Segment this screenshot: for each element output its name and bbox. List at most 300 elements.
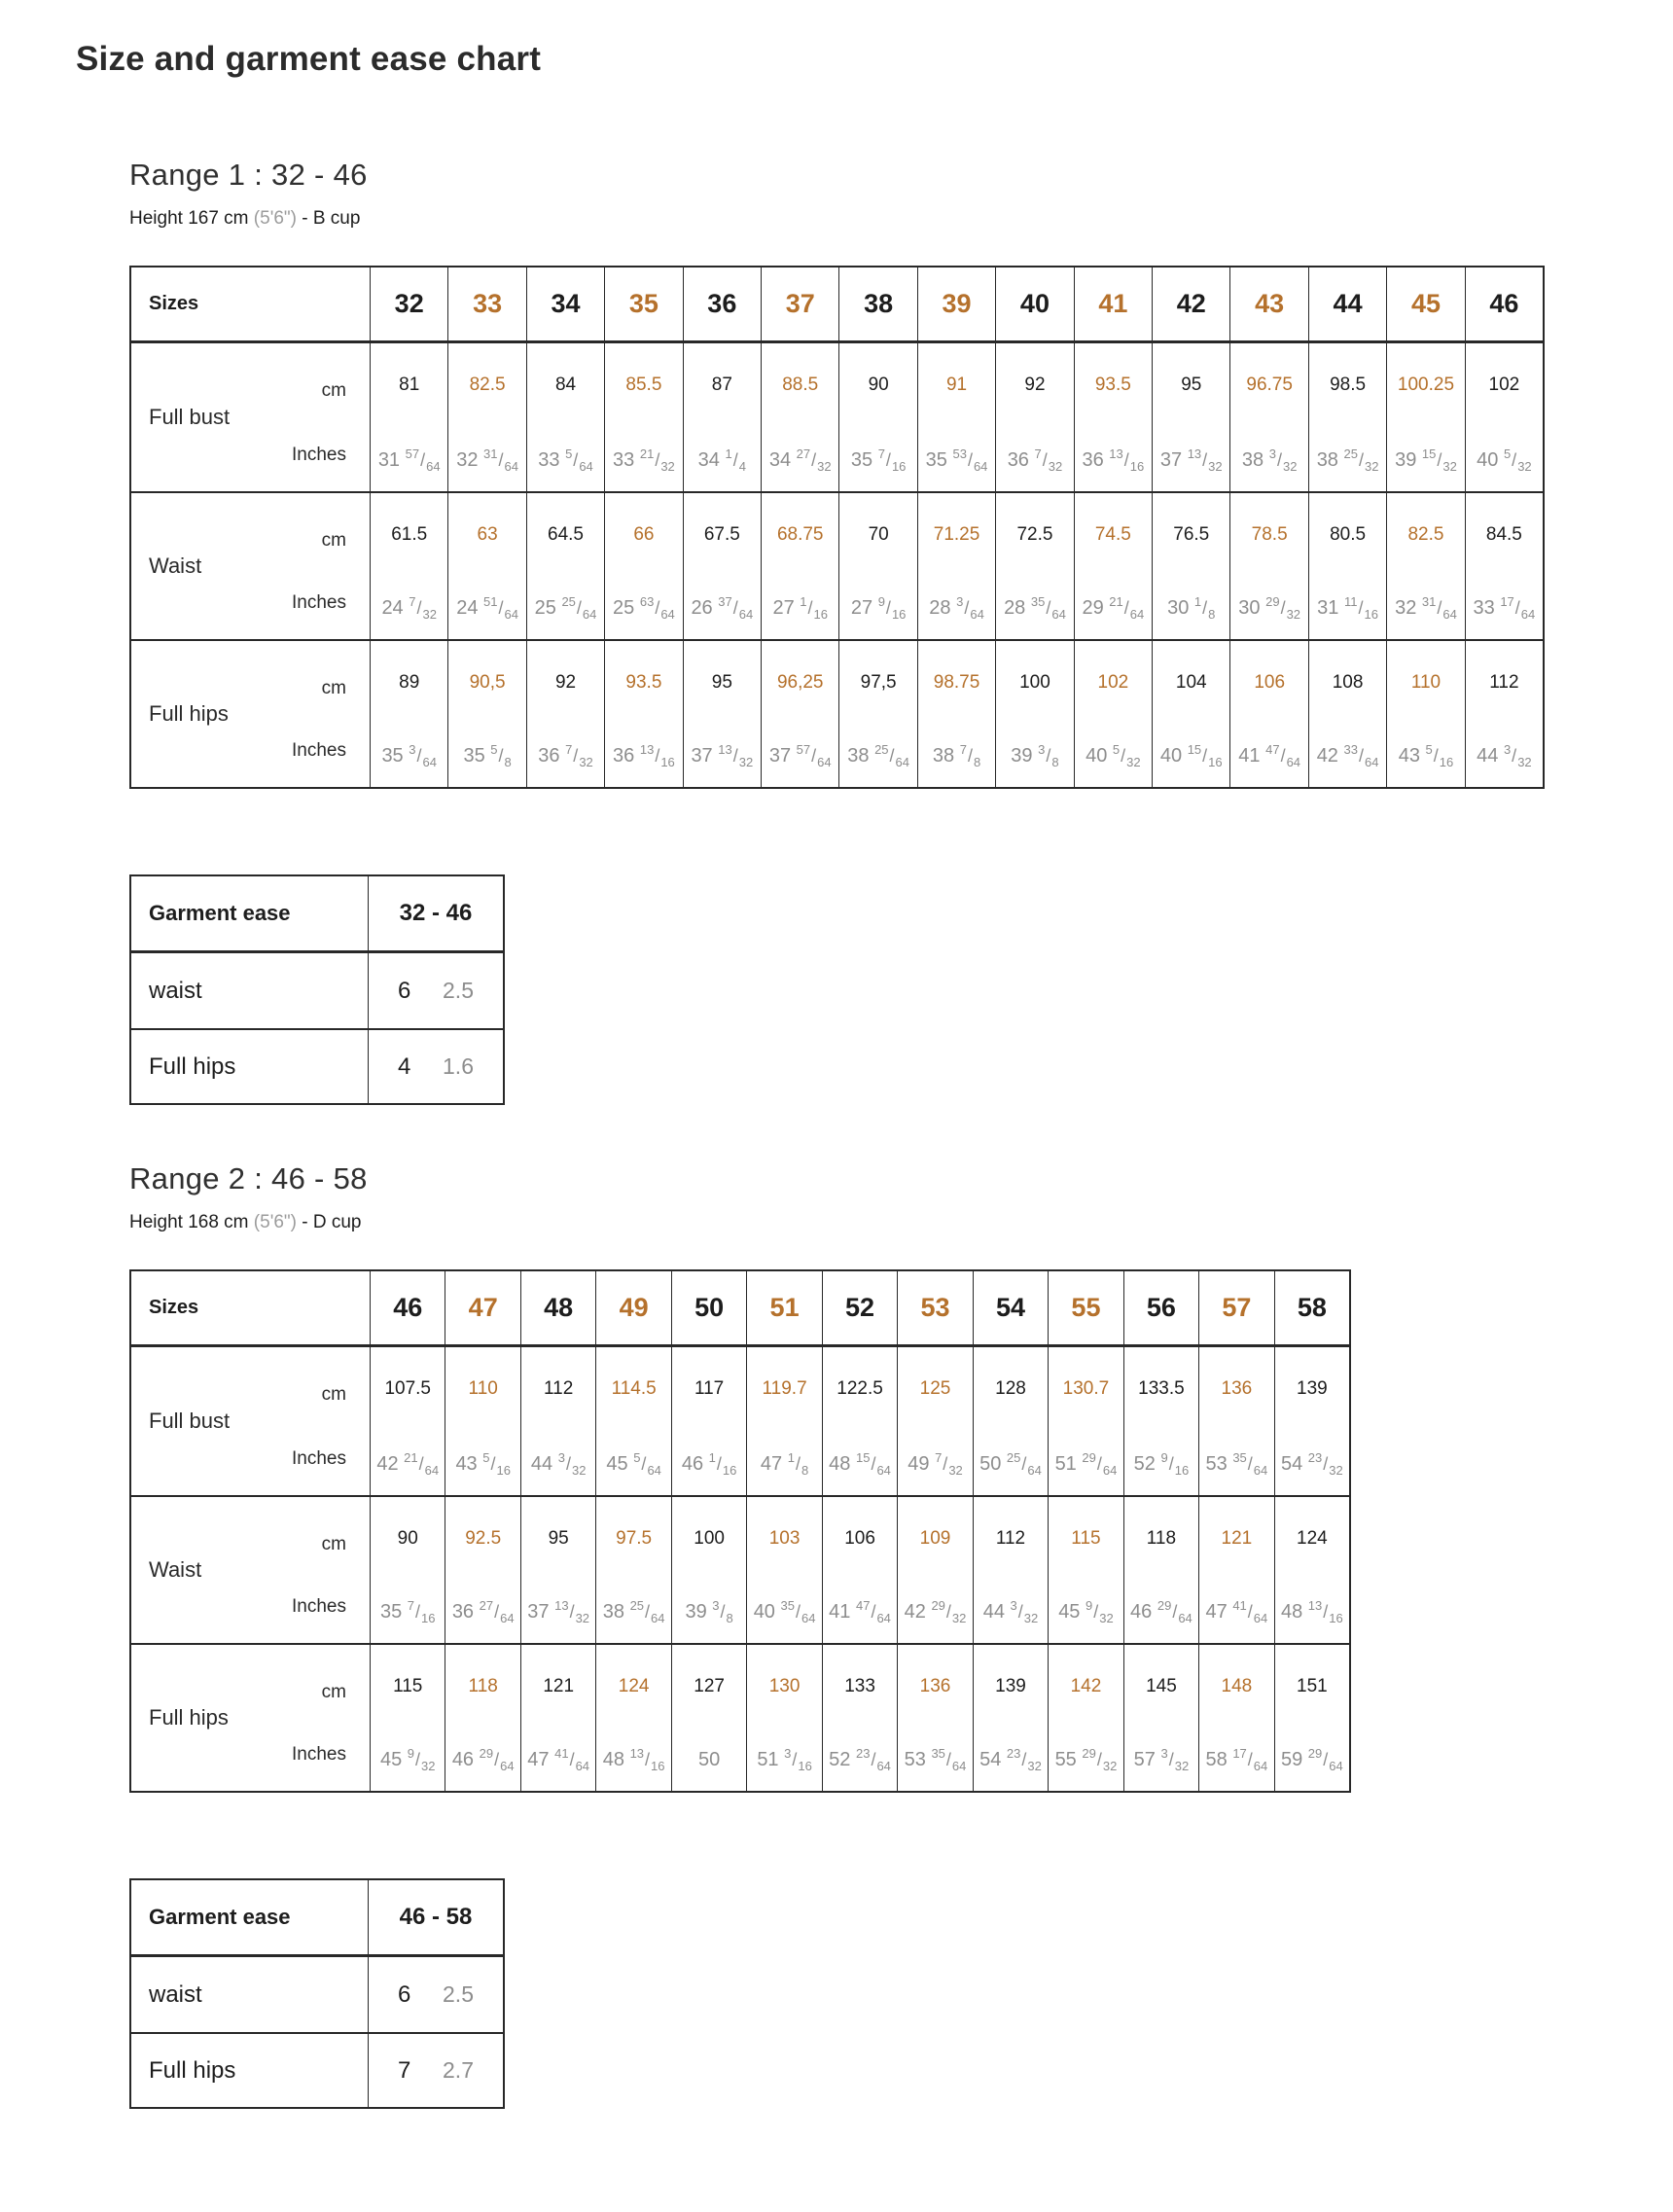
cm-value: 151	[1297, 1676, 1328, 1696]
cm-value: 104	[1175, 672, 1207, 693]
inches-value: 41 $^{47}/_{64}$	[1238, 742, 1301, 769]
inches-value: 55 $^{29}/_{32}$	[1054, 1746, 1118, 1773]
measurement-label-cell	[131, 493, 370, 639]
measurement-row	[131, 1347, 1349, 1495]
inches-value: 46 $^{29}/_{64}$	[451, 1746, 515, 1773]
range1-height-metric: Height 167 cm	[129, 208, 249, 229]
ease-title: Garment ease	[149, 1905, 291, 1929]
size-value-cell	[1152, 641, 1229, 787]
size-value-cell	[973, 1347, 1048, 1495]
size-value-cell	[1308, 343, 1386, 491]
size-value-cell	[1074, 343, 1152, 491]
inches-value: 30 $^{29}/_{32}$	[1238, 594, 1301, 622]
size-header-cell: 41	[1074, 268, 1152, 340]
range2-cup: - D cup	[302, 1212, 362, 1232]
ease-row-waist	[131, 953, 503, 1028]
cm-value: 121	[1221, 1528, 1253, 1549]
range1-cup: - B cup	[302, 208, 361, 229]
size-value-cell	[683, 493, 761, 639]
size-header-cell: 49	[595, 1271, 670, 1344]
cm-value: 96,25	[776, 672, 824, 693]
cm-value: 95	[711, 672, 732, 693]
cm-value: 109	[919, 1528, 951, 1549]
measurement-row	[131, 491, 1543, 639]
size-value-cell	[1229, 493, 1307, 639]
size-header-cell: 56	[1123, 1271, 1198, 1344]
ease-imperial-value: 1.6	[443, 1053, 474, 1079]
cm-value: 98.5	[1330, 375, 1367, 395]
range2-section	[129, 1160, 1673, 1793]
inches-value: 28 $^{35}/_{64}$	[1004, 594, 1066, 622]
ease-row-label: waist	[149, 1980, 202, 2008]
inches-value: 32 $^{31}/_{64}$	[1395, 594, 1457, 622]
cm-value: 139	[1297, 1378, 1328, 1399]
size-value-cell	[1048, 1497, 1122, 1643]
inches-value: 37 $^{57}/_{64}$	[768, 742, 832, 769]
ease-row-label: Full hips	[149, 1052, 236, 1080]
inches-value: 45 $^5/_{64}$	[606, 1450, 661, 1478]
ease-table-range2	[129, 1878, 505, 2109]
inches-value: 32 $^{31}/_{64}$	[456, 446, 518, 474]
inches-value: 48 $^{13}/_{16}$	[602, 1746, 665, 1773]
cm-value: 90	[868, 375, 889, 395]
ease-row-label: Full hips	[149, 2056, 236, 2084]
size-table-range2	[129, 1269, 1351, 1793]
size-value-cell	[995, 493, 1073, 639]
measurement-row	[131, 639, 1543, 787]
size-value-cell	[746, 1347, 821, 1495]
size-value-cell	[526, 493, 604, 639]
range2-subtitle	[129, 1210, 1673, 1234]
cm-value: 90	[397, 1528, 418, 1549]
size-value-cell	[370, 343, 447, 491]
cm-value: 92	[1024, 375, 1046, 395]
inches-value: 49 $^7/_{32}$	[908, 1450, 963, 1478]
size-value-cell	[822, 1497, 897, 1643]
size-value-cell	[897, 1645, 972, 1791]
ease-metric-value: 6	[398, 977, 411, 1004]
size-header-cell: 37	[761, 268, 838, 340]
inches-value: 38 $^{25}/_{64}$	[602, 1598, 665, 1625]
size-value-cell	[746, 1497, 821, 1643]
ease-title: Garment ease	[149, 901, 291, 925]
inches-value: 45 $^9/_{32}$	[379, 1746, 436, 1773]
cm-value: 95	[548, 1528, 569, 1549]
cm-value: 122.5	[836, 1378, 883, 1399]
size-value-cell	[445, 1347, 519, 1495]
inches-value: 36 $^7/_{32}$	[538, 742, 593, 769]
size-header-cell: 50	[671, 1271, 746, 1344]
inches-value: 28 $^3/_{64}$	[929, 594, 984, 622]
size-value-cell	[370, 641, 447, 787]
size-value-cell	[1386, 641, 1464, 787]
unit-cm-label: cm	[321, 380, 346, 401]
size-header-cell: 39	[917, 268, 995, 340]
size-value-cell	[604, 343, 682, 491]
size-header-cell: 42	[1152, 268, 1229, 340]
cm-value: 139	[995, 1676, 1026, 1696]
cm-value: 81	[399, 375, 420, 395]
inches-value: 33 $^{17}/_{64}$	[1473, 594, 1536, 622]
cm-value: 74.5	[1094, 524, 1131, 545]
size-value-cell	[1074, 641, 1152, 787]
size-value-cell	[838, 343, 916, 491]
ease-metric-value: 7	[398, 2056, 411, 2084]
cm-value: 76.5	[1173, 524, 1210, 545]
measurement-name: Waist	[149, 1557, 202, 1582]
ease-row-values	[368, 1957, 503, 2032]
measurement-name: Full bust	[149, 405, 231, 429]
cm-value: 133.5	[1138, 1378, 1185, 1399]
inches-value: 40 $^5/_{32}$	[1086, 742, 1141, 769]
size-value-cell	[595, 1497, 670, 1643]
size-value-cell	[1386, 343, 1464, 491]
inches-value: 25 $^{25}/_{64}$	[534, 594, 597, 622]
size-value-cell	[683, 641, 761, 787]
cm-value: 128	[995, 1378, 1026, 1399]
cm-value: 87	[711, 375, 732, 395]
cm-value: 90,5	[469, 672, 506, 693]
cm-value: 112	[1489, 672, 1519, 693]
size-value-cell	[1308, 641, 1386, 787]
measurement-name: Full hips	[149, 701, 229, 726]
ease-metric-value: 4	[398, 1052, 411, 1080]
size-value-cell	[370, 1347, 445, 1495]
size-value-cell	[1048, 1645, 1122, 1791]
measurement-label-cell	[131, 1645, 370, 1791]
ease-imperial-value: 2.5	[443, 1981, 474, 2007]
size-value-cell	[1465, 641, 1543, 787]
cm-value: 106	[1254, 672, 1286, 693]
size-value-cell	[604, 641, 682, 787]
size-value-cell	[1123, 1645, 1198, 1791]
cm-value: 100	[1019, 672, 1050, 693]
size-value-cell	[995, 343, 1073, 491]
size-value-cell	[897, 1497, 972, 1643]
size-value-cell	[1465, 343, 1543, 491]
cm-value: 82.5	[469, 375, 506, 395]
inches-value: 30 $^1/_8$	[1167, 594, 1216, 622]
range1-height-imperial: (5'6")	[253, 208, 297, 229]
cm-value: 145	[1146, 1676, 1177, 1696]
cm-value: 92	[554, 672, 577, 693]
inches-value: 51 $^{29}/_{64}$	[1054, 1450, 1118, 1478]
size-value-cell	[838, 493, 916, 639]
size-value-cell	[1308, 493, 1386, 639]
size-header-cell: 53	[897, 1271, 972, 1344]
inches-value: 38 $^3/_{32}$	[1241, 446, 1298, 474]
measurement-name: Full bust	[149, 1409, 231, 1433]
size-value-cell	[838, 641, 916, 787]
inches-value: 33 $^5/_{64}$	[538, 446, 593, 474]
unit-inches-label: Inches	[292, 740, 346, 761]
size-value-cell	[1386, 493, 1464, 639]
cm-value: 110	[1410, 672, 1442, 693]
measurement-label-cell	[131, 1347, 370, 1495]
cm-value: 112	[995, 1528, 1026, 1549]
size-value-cell	[1274, 1497, 1349, 1643]
inches-value: 45 $^9/_{32}$	[1058, 1598, 1114, 1625]
inches-value: 40 $^{35}/_{64}$	[753, 1598, 816, 1625]
inches-value: 39 $^{15}/_{32}$	[1395, 446, 1457, 474]
cm-value: 142	[1070, 1676, 1102, 1696]
inches-value: 35 $^7/_{16}$	[379, 1598, 436, 1625]
cm-value: 98.75	[933, 672, 980, 693]
measurement-label-cell	[131, 641, 370, 787]
cm-value: 92.5	[465, 1528, 502, 1549]
range2-height-imperial: (5'6")	[253, 1212, 297, 1232]
cm-value: 97.5	[616, 1528, 653, 1549]
cm-value: 71.25	[933, 524, 980, 545]
measurement-name: Waist	[149, 553, 202, 578]
size-value-cell	[671, 1497, 746, 1643]
inches-value: 52 $^9/_{16}$	[1133, 1450, 1190, 1478]
size-value-cell	[917, 641, 995, 787]
cm-value: 148	[1221, 1676, 1253, 1696]
inches-value: 36 $^{13}/_{16}$	[613, 742, 675, 769]
ease-row-label: waist	[149, 977, 202, 1004]
size-header-cell: 40	[995, 268, 1073, 340]
size-header-cell: 57	[1198, 1271, 1273, 1344]
range1-heading: Range 1 : 32 - 46	[129, 158, 368, 192]
size-value-cell	[1123, 1497, 1198, 1643]
size-value-cell	[1229, 343, 1307, 491]
measurement-name: Full hips	[149, 1705, 229, 1730]
size-header-cell: 38	[838, 268, 916, 340]
size-value-cell	[973, 1497, 1048, 1643]
inches-value: 44 $^3/_{32}$	[982, 1598, 1039, 1625]
page	[0, 39, 1673, 2177]
ease-row-full-hips	[131, 1028, 503, 1103]
ease-row-values	[368, 1030, 503, 1103]
size-value-cell	[1465, 493, 1543, 639]
size-value-cell	[761, 641, 838, 787]
size-value-cell	[1123, 1347, 1198, 1495]
ease-row-full-hips	[131, 2032, 503, 2107]
measurement-row	[131, 1495, 1349, 1643]
range2-height-metric: Height 168 cm	[129, 1212, 249, 1232]
inches-value: 43 $^5/_{16}$	[1398, 742, 1454, 769]
cm-value: 84.5	[1485, 524, 1522, 545]
inches-value: 37 $^{13}/_{32}$	[527, 1598, 590, 1625]
size-table-header-row	[131, 1271, 1349, 1347]
inches-value: 34 $^{27}/_{32}$	[768, 446, 832, 474]
range2-heading: Range 2 : 46 - 58	[129, 1161, 368, 1195]
size-value-cell	[1274, 1645, 1349, 1791]
cm-value: 88.5	[782, 375, 819, 395]
size-value-cell	[1198, 1645, 1273, 1791]
size-value-cell	[370, 1497, 445, 1643]
cm-value: 114.5	[611, 1378, 657, 1399]
inches-value: 51 $^3/_{16}$	[757, 1746, 812, 1773]
inches-value: 46 $^{29}/_{64}$	[1130, 1598, 1192, 1625]
size-value-cell	[1198, 1347, 1273, 1495]
unit-cm-label: cm	[321, 1384, 346, 1405]
cm-value: 85.5	[625, 375, 662, 395]
ease-range-label: 46 - 58	[368, 1880, 503, 1954]
size-value-cell	[1274, 1347, 1349, 1495]
size-value-cell	[1229, 641, 1307, 787]
cm-value: 78.5	[1251, 524, 1288, 545]
measurement-label-cell	[131, 343, 370, 491]
unit-inches-label: Inches	[292, 592, 346, 613]
ease-header-row	[131, 876, 503, 953]
size-value-cell	[683, 343, 761, 491]
inches-value: 53 $^{35}/_{64}$	[904, 1746, 967, 1773]
size-value-cell	[520, 1497, 595, 1643]
size-value-cell	[520, 1645, 595, 1791]
size-value-cell	[604, 493, 682, 639]
cm-value: 80.5	[1330, 524, 1367, 545]
cm-value: 100	[694, 1528, 725, 1549]
inches-value: 47 $^{41}/_{64}$	[1205, 1598, 1268, 1625]
inches-value: 27 $^9/_{16}$	[850, 594, 907, 622]
cm-value: 130	[768, 1676, 801, 1696]
inches-value: 36 $^{27}/_{64}$	[451, 1598, 515, 1625]
unit-inches-label: Inches	[292, 1596, 346, 1617]
size-header-cell: 43	[1229, 268, 1307, 340]
cm-value: 102	[1097, 672, 1129, 693]
size-value-cell	[897, 1347, 972, 1495]
inches-value: 38 $^{25}/_{64}$	[847, 742, 910, 769]
inches-value: 50 $^{25}/_{64}$	[979, 1450, 1042, 1478]
inches-value: 26 $^{37}/_{64}$	[691, 594, 754, 622]
cm-value: 64.5	[548, 524, 584, 545]
inches-value: 24 $^7/_{32}$	[381, 594, 437, 622]
inches-value: 57 $^3/_{32}$	[1133, 1746, 1190, 1773]
size-value-cell	[526, 641, 604, 787]
cm-value: 136	[1221, 1378, 1253, 1399]
inches-value: 52 $^{23}/_{64}$	[829, 1746, 891, 1773]
cm-value: 97,5	[860, 672, 897, 693]
ease-row-waist	[131, 1957, 503, 2032]
size-header-cell: 58	[1274, 1271, 1349, 1344]
cm-value: 95	[1181, 375, 1202, 395]
sizes-label: Sizes	[149, 293, 199, 314]
ease-metric-value: 6	[398, 1980, 411, 2008]
unit-cm-label: cm	[321, 1534, 346, 1554]
size-value-cell	[671, 1645, 746, 1791]
ease-range-label: 32 - 46	[368, 876, 503, 950]
size-value-cell	[761, 493, 838, 639]
inches-value: 42 $^{29}/_{32}$	[904, 1598, 967, 1625]
size-header-cell: 52	[822, 1271, 897, 1344]
cm-value: 61.5	[391, 524, 428, 545]
cm-value: 130.7	[1062, 1378, 1110, 1399]
inches-value: 35 $^5/_8$	[463, 742, 512, 769]
inches-value: 47 $^{41}/_{64}$	[527, 1746, 590, 1773]
size-table-header-row	[131, 268, 1543, 343]
cm-value: 72.5	[1016, 524, 1053, 545]
inches-value: 36 $^7/_{32}$	[1007, 446, 1063, 474]
cm-value: 84	[554, 375, 577, 395]
cm-value: 124	[1297, 1528, 1328, 1549]
cm-value: 70	[868, 524, 889, 545]
unit-inches-label: Inches	[292, 1448, 346, 1469]
inches-value: 38 $^7/_8$	[932, 742, 981, 769]
inches-value: 27 $^1/_{16}$	[772, 594, 828, 622]
cm-value: 110	[468, 1378, 498, 1399]
size-header-cell: 45	[1386, 268, 1464, 340]
sizes-label: Sizes	[149, 1297, 199, 1318]
inches-value: 35 $^3/_{64}$	[381, 742, 437, 769]
cm-value: 93.5	[1094, 375, 1131, 395]
size-header-cell: 46	[1465, 268, 1543, 340]
inches-value: 25 $^{63}/_{64}$	[613, 594, 675, 622]
cm-value: 93.5	[625, 672, 662, 693]
inches-value: 42 $^{21}/_{64}$	[376, 1450, 440, 1478]
size-value-cell	[526, 343, 604, 491]
cm-value: 68.75	[776, 524, 824, 545]
size-value-cell	[995, 641, 1073, 787]
size-value-cell	[370, 1645, 445, 1791]
cm-value: 119.7	[762, 1378, 807, 1399]
cm-value: 107.5	[384, 1378, 431, 1399]
inches-value: 38 $^{25}/_{32}$	[1316, 446, 1379, 474]
size-header-cell: 47	[445, 1271, 519, 1344]
cm-value: 133	[844, 1676, 875, 1696]
inches-value: 39 $^3/_8$	[1011, 742, 1059, 769]
cm-value: 136	[919, 1676, 951, 1696]
size-header-cell: 54	[973, 1271, 1048, 1344]
size-header-cell: 35	[604, 268, 682, 340]
size-value-cell	[746, 1645, 821, 1791]
size-value-cell	[822, 1645, 897, 1791]
measurement-label-cell	[131, 1497, 370, 1643]
inches-value: 34 $^1/_4$	[697, 446, 746, 474]
cm-value: 121	[543, 1676, 575, 1696]
inches-value: 50	[697, 1749, 721, 1770]
cm-value: 127	[694, 1676, 725, 1696]
cm-value: 124	[618, 1676, 650, 1696]
inches-value: 48 $^{13}/_{16}$	[1280, 1598, 1343, 1625]
cm-value: 117	[694, 1378, 725, 1399]
cm-value: 108	[1332, 672, 1364, 693]
inches-value: 44 $^3/_{32}$	[530, 1450, 587, 1478]
inches-value: 29 $^{21}/_{64}$	[1082, 594, 1145, 622]
cm-value: 96.75	[1246, 375, 1293, 395]
size-value-cell	[822, 1347, 897, 1495]
unit-cm-label: cm	[321, 530, 346, 551]
size-value-cell	[1048, 1347, 1122, 1495]
inches-value: 44 $^3/_{32}$	[1477, 742, 1532, 769]
inches-value: 48 $^{15}/_{64}$	[829, 1450, 891, 1478]
inches-value: 35 $^{53}/_{64}$	[925, 446, 988, 474]
inches-value: 53 $^{35}/_{64}$	[1205, 1450, 1268, 1478]
size-value-cell	[445, 1645, 519, 1791]
inches-value: 35 $^7/_{16}$	[850, 446, 907, 474]
ease-header-row	[131, 1880, 503, 1957]
cm-value: 106	[844, 1528, 875, 1549]
inches-value: 24 $^{51}/_{64}$	[456, 594, 518, 622]
inches-value: 37 $^{13}/_{32}$	[691, 742, 754, 769]
unit-inches-label: Inches	[292, 445, 346, 465]
size-header-cell: 32	[370, 268, 447, 340]
size-value-cell	[1074, 493, 1152, 639]
inches-value: 40 $^{15}/_{16}$	[1159, 742, 1223, 769]
inches-value: 31 $^{11}/_{16}$	[1317, 594, 1378, 622]
size-value-cell	[595, 1347, 670, 1495]
range1-section	[129, 156, 1673, 789]
size-value-cell	[445, 1497, 519, 1643]
page-title: Size and garment ease chart	[76, 40, 542, 78]
size-table-range1	[129, 266, 1545, 789]
size-header-cell: 46	[370, 1271, 445, 1344]
size-header-cell: 36	[683, 268, 761, 340]
cm-value: 102	[1488, 375, 1520, 395]
cm-value: 115	[1071, 1528, 1101, 1549]
ease-imperial-value: 2.7	[443, 2057, 474, 2083]
